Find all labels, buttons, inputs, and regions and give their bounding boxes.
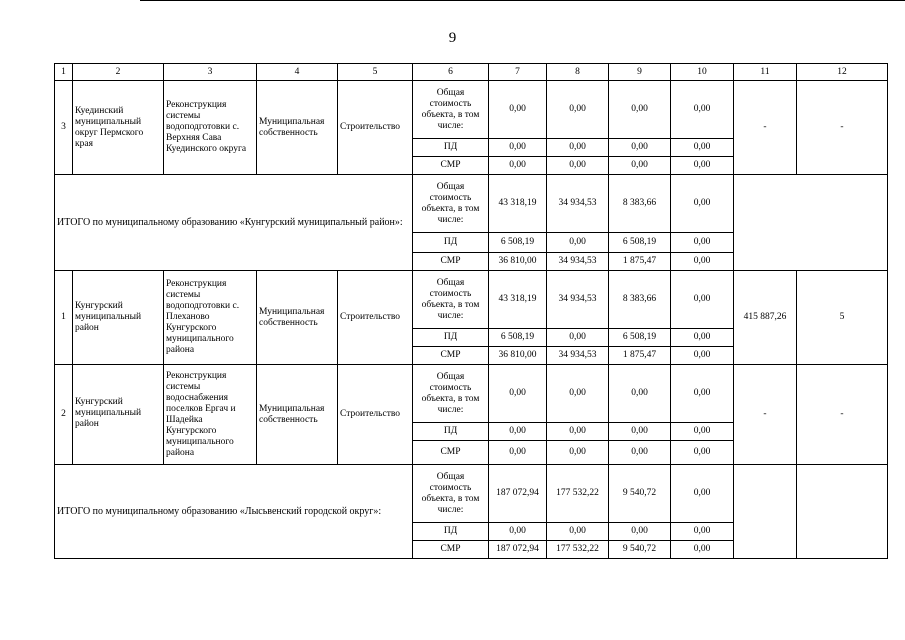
header-cell: 12 [797, 64, 888, 81]
value-cell: 0,00 [489, 423, 547, 441]
header-cell: 9 [609, 64, 671, 81]
header-cell: 11 [734, 64, 797, 81]
municipality-cell: Куединский муниципальный округ Пермского края [73, 81, 164, 175]
total-cost-label: Общая стоимость объекта, в том числе: [413, 465, 489, 523]
col11-cell: - [734, 81, 797, 175]
ownership-cell: Муниципальная собственность [257, 365, 338, 465]
row-number: 2 [55, 365, 73, 465]
ownership-cell: Муниципальная собственность [257, 81, 338, 175]
header-cell: 4 [257, 64, 338, 81]
value-cell: 6 508,19 [609, 329, 671, 347]
value-cell: 9 540,72 [609, 465, 671, 523]
col12-cell: - [797, 81, 888, 175]
header-cell: 7 [489, 64, 547, 81]
value-cell: 187 072,94 [489, 465, 547, 523]
object-cell: Реконструкция системы водоподготовки с. Плеханово Кунгурского муниципального района [164, 271, 257, 365]
value-cell: 0,00 [547, 523, 609, 541]
ownership-cell: Муниципальная собственность [257, 271, 338, 365]
value-cell: 0,00 [671, 465, 734, 523]
col11-cell: - [734, 365, 797, 465]
header-cell: 2 [73, 64, 164, 81]
value-cell: 43 318,19 [489, 271, 547, 329]
total-cost-label: Общая стоимость объекта, в том числе: [413, 175, 489, 233]
value-cell: 34 934,53 [547, 175, 609, 233]
col12-cell: - [797, 365, 888, 465]
page-number: 9 [448, 30, 457, 46]
header-cell: 3 [164, 64, 257, 81]
smr-label: СМР [413, 157, 489, 175]
subtotal-label: ИТОГО по муниципальному образованию «Кунгурский муниципальный район»: [55, 175, 413, 271]
value-cell: 0,00 [609, 523, 671, 541]
value-cell: 34 934,53 [547, 271, 609, 329]
header-cell: 8 [547, 64, 609, 81]
value-cell: 0,00 [609, 139, 671, 157]
pd-label: ПД [413, 233, 489, 253]
value-cell: 0,00 [671, 157, 734, 175]
pd-label: ПД [413, 523, 489, 541]
value-cell: 0,00 [547, 157, 609, 175]
value-cell: 0,00 [671, 81, 734, 139]
smr-label: СМР [413, 441, 489, 465]
header-cell: 10 [671, 64, 734, 81]
subtotal-row [55, 175, 888, 233]
value-cell: 43 318,19 [489, 175, 547, 233]
value-cell: 187 072,94 [489, 541, 547, 559]
header-cell: 1 [55, 64, 73, 81]
pd-label: ПД [413, 329, 489, 347]
top-rule [140, 0, 905, 1]
col11-cell: 415 887,26 [734, 271, 797, 365]
empty-cell [797, 465, 888, 559]
value-cell: 36 810,00 [489, 253, 547, 271]
total-cost-label: Общая стоимость объекта, в том числе: [413, 271, 489, 329]
value-cell: 0,00 [489, 365, 547, 423]
value-cell: 0,00 [671, 329, 734, 347]
value-cell: 6 508,19 [609, 233, 671, 253]
subtotal-row [55, 465, 888, 523]
col12-cell: 5 [797, 271, 888, 365]
value-cell: 0,00 [547, 233, 609, 253]
value-cell: 0,00 [489, 441, 547, 465]
value-cell: 0,00 [671, 271, 734, 329]
pd-label: ПД [413, 139, 489, 157]
header-cell: 6 [413, 64, 489, 81]
value-cell: 0,00 [547, 81, 609, 139]
value-cell: 0,00 [671, 423, 734, 441]
value-cell: 0,00 [671, 175, 734, 233]
value-cell: 0,00 [671, 233, 734, 253]
smr-label: СМР [413, 253, 489, 271]
total-cost-label: Общая стоимость объекта, в том числе: [413, 81, 489, 139]
value-cell: 0,00 [671, 365, 734, 423]
value-cell: 0,00 [609, 423, 671, 441]
table-row [55, 365, 888, 423]
value-cell: 9 540,72 [609, 541, 671, 559]
header-cell: 5 [338, 64, 413, 81]
value-cell: 34 934,53 [547, 253, 609, 271]
smr-label: СМР [413, 541, 489, 559]
value-cell: 0,00 [671, 253, 734, 271]
value-cell: 1 875,47 [609, 253, 671, 271]
row-number: 1 [55, 271, 73, 365]
value-cell: 0,00 [547, 139, 609, 157]
value-cell: 6 508,19 [489, 233, 547, 253]
value-cell: 0,00 [489, 523, 547, 541]
municipality-cell: Кунгурский муниципальный район [73, 365, 164, 465]
pd-label: ПД [413, 423, 489, 441]
value-cell: 177 532,22 [547, 465, 609, 523]
work-type-cell: Строительство [338, 271, 413, 365]
value-cell: 0,00 [547, 423, 609, 441]
total-cost-label: Общая стоимость объекта, в том числе: [413, 365, 489, 423]
value-cell: 0,00 [671, 441, 734, 465]
value-cell: 0,00 [609, 441, 671, 465]
subtotal-label: ИТОГО по муниципальному образованию «Лысьвенский городской округ»: [55, 465, 413, 559]
value-cell: 177 532,22 [547, 541, 609, 559]
value-cell: 0,00 [671, 139, 734, 157]
value-cell: 0,00 [609, 365, 671, 423]
value-cell: 36 810,00 [489, 347, 547, 365]
object-cell: Реконструкция системы водоснабжения поселков Ергач и Шадейка Кунгурского муниципального района [164, 365, 257, 465]
value-cell: 8 383,66 [609, 271, 671, 329]
smr-label: СМР [413, 347, 489, 365]
header-row [55, 64, 888, 81]
empty-cell [734, 465, 797, 559]
value-cell: 0,00 [609, 157, 671, 175]
table-row [55, 271, 888, 329]
value-cell: 0,00 [489, 81, 547, 139]
work-type-cell: Строительство [338, 365, 413, 465]
work-type-cell: Строительство [338, 81, 413, 175]
value-cell: 0,00 [671, 347, 734, 365]
object-cell: Реконструкция системы водоподготовки с. Верхняя Сава Куединского округа [164, 81, 257, 175]
value-cell: 6 508,19 [489, 329, 547, 347]
value-cell: 0,00 [671, 541, 734, 559]
program-table [54, 63, 888, 559]
table-row [55, 81, 888, 139]
value-cell: 0,00 [489, 139, 547, 157]
empty-cell [734, 175, 888, 271]
value-cell: 0,00 [547, 329, 609, 347]
value-cell: 0,00 [547, 365, 609, 423]
value-cell: 1 875,47 [609, 347, 671, 365]
value-cell: 0,00 [671, 523, 734, 541]
value-cell: 0,00 [609, 81, 671, 139]
municipality-cell: Кунгурский муниципальный район [73, 271, 164, 365]
value-cell: 0,00 [547, 441, 609, 465]
value-cell: 0,00 [489, 157, 547, 175]
value-cell: 34 934,53 [547, 347, 609, 365]
row-number: 3 [55, 81, 73, 175]
value-cell: 8 383,66 [609, 175, 671, 233]
